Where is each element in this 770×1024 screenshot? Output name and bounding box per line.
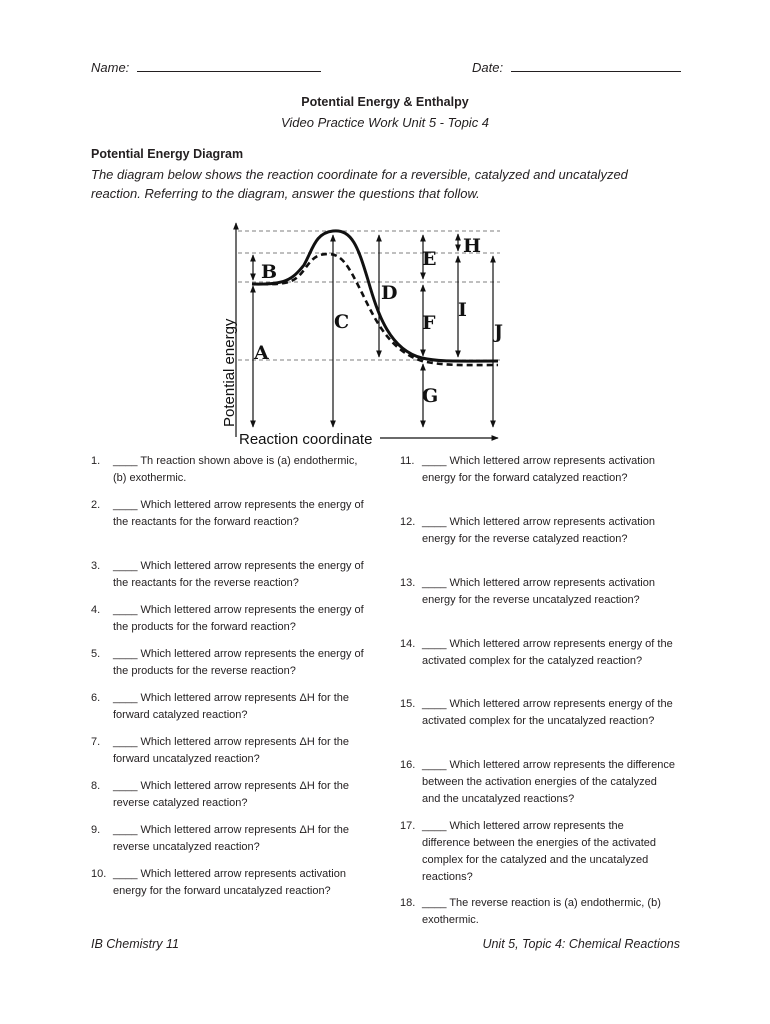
question-item <box>91 866 366 900</box>
question-text: ____ Which lettered arrow represents ΔH for the reverse catalyzed reaction? <box>113 780 350 809</box>
uncatalyzed-curve <box>252 231 498 361</box>
date-blank[interactable] <box>511 59 681 72</box>
label-a: A <box>254 342 269 364</box>
question-number: 15. <box>400 698 416 710</box>
y-axis-label: Potential energy <box>221 318 238 427</box>
question-number: 13. <box>400 577 416 589</box>
question-text: ____ Which lettered arrow represents the energy of the reactants for the forward reaction? <box>113 499 364 528</box>
label-g: G <box>422 385 439 407</box>
question-number: 4. <box>91 604 101 616</box>
question-item <box>400 757 675 808</box>
question-text: ____ Th reaction shown above is (a) endothermic, (b) exothermic. <box>113 455 358 484</box>
label-d: D <box>381 282 398 304</box>
question-number: 14. <box>400 638 416 650</box>
footer-unit: Unit 5, Topic 4: Chemical Reactions <box>482 937 680 951</box>
question-text: ____ Which lettered arrow represents the difference between the activation energies of the catalyzed and the uncatalyzed reactions? <box>422 759 675 805</box>
name-field[interactable] <box>91 59 321 75</box>
question-text: ____ Which lettered arrow represents activation energy for the reverse uncatalyzed reaction? <box>422 577 655 606</box>
question-number: 17. <box>400 820 416 832</box>
question-item <box>91 602 381 636</box>
question-text: ____ Which lettered arrow represents activation energy for the reverse catalyzed reaction? <box>422 516 655 545</box>
question-number: 18. <box>400 897 416 909</box>
question-text: ____ Which lettered arrow represents activation energy for the forward catalyzed reaction? <box>422 455 655 484</box>
x-axis-label: Reaction coordinate <box>239 431 373 448</box>
question-item <box>91 778 366 812</box>
question-item <box>91 822 366 856</box>
label-e: E <box>422 248 437 270</box>
question-text: ____ The reverse reaction is (a) endothermic, (b) exothermic. <box>422 897 661 926</box>
question-number: 1. <box>91 455 101 467</box>
question-text: ____ Which lettered arrow represents ΔH for the forward catalyzed reaction? <box>113 692 350 721</box>
question-item <box>400 895 675 929</box>
label-b: B <box>261 261 278 283</box>
label-c: C <box>334 311 350 333</box>
label-i: I <box>458 299 467 321</box>
question-number: 2. <box>91 499 101 511</box>
question-text: ____ Which lettered arrow represents energy of the activated complex for the uncatalyzed reaction? <box>422 698 673 727</box>
label-f: F <box>422 312 436 334</box>
question-text: ____ Which lettered arrow represents the difference between the energies of the activated complex for the catalyzed and the uncatalyzed reactions? <box>422 820 657 883</box>
name-blank[interactable] <box>137 59 321 72</box>
question-text: ____ Which lettered arrow represents ΔH for the reverse uncatalyzed reaction? <box>113 824 350 853</box>
question-item <box>91 690 366 724</box>
question-item <box>400 818 670 886</box>
question-text: ____ Which lettered arrow represents energy of the activated complex for the catalyzed reaction? <box>422 638 673 667</box>
page-subtitle: Video Practice Work Unit 5 - Topic 4 <box>280 115 490 130</box>
label-j: J <box>494 321 503 343</box>
section-heading: Potential Energy Diagram <box>91 147 244 161</box>
question-number: 12. <box>400 516 416 528</box>
question-item <box>400 453 670 487</box>
footer-course: IB Chemistry 11 <box>91 937 179 951</box>
question-item <box>400 575 670 609</box>
question-item <box>91 453 366 487</box>
label-h: H <box>463 235 481 257</box>
potential-energy-diagram <box>200 205 510 450</box>
question-number: 6. <box>91 692 101 704</box>
question-number: 9. <box>91 824 101 836</box>
question-item <box>400 514 670 548</box>
section-intro: The diagram below shows the reaction coordinate for a reversible, catalyzed and uncatalyzed reaction. Referring to the diagram, answer the questions that follow. <box>91 167 628 201</box>
date-label: Date: <box>472 60 504 75</box>
date-field[interactable] <box>472 59 681 75</box>
page-title: Potential Energy & Enthalpy <box>301 95 469 109</box>
reference-lines <box>238 231 500 360</box>
question-item <box>91 646 381 680</box>
question-number: 8. <box>91 780 101 792</box>
question-number: 5. <box>91 648 101 660</box>
question-text: ____ Which lettered arrow represents the energy of the products for the forward reaction? <box>113 604 364 633</box>
question-number: 10. <box>91 868 107 880</box>
question-text: ____ Which lettered arrow represents the energy of the reactants for the reverse reaction? <box>113 560 364 589</box>
question-number: 11. <box>400 455 415 467</box>
question-text: ____ Which lettered arrow represents the energy of the products for the reverse reaction? <box>113 648 364 677</box>
question-item <box>400 696 675 730</box>
question-number: 3. <box>91 560 101 572</box>
name-label: Name: <box>91 60 130 75</box>
question-item <box>91 497 366 531</box>
question-text: ____ Which lettered arrow represents ΔH for the forward uncatalyzed reaction? <box>113 736 350 765</box>
question-number: 16. <box>400 759 416 771</box>
question-item <box>91 558 381 592</box>
question-item <box>91 734 366 768</box>
question-text: ____ Which lettered arrow represents activation energy for the forward uncatalyzed reaction? <box>113 868 346 897</box>
question-item <box>400 636 675 670</box>
question-number: 7. <box>91 736 101 748</box>
